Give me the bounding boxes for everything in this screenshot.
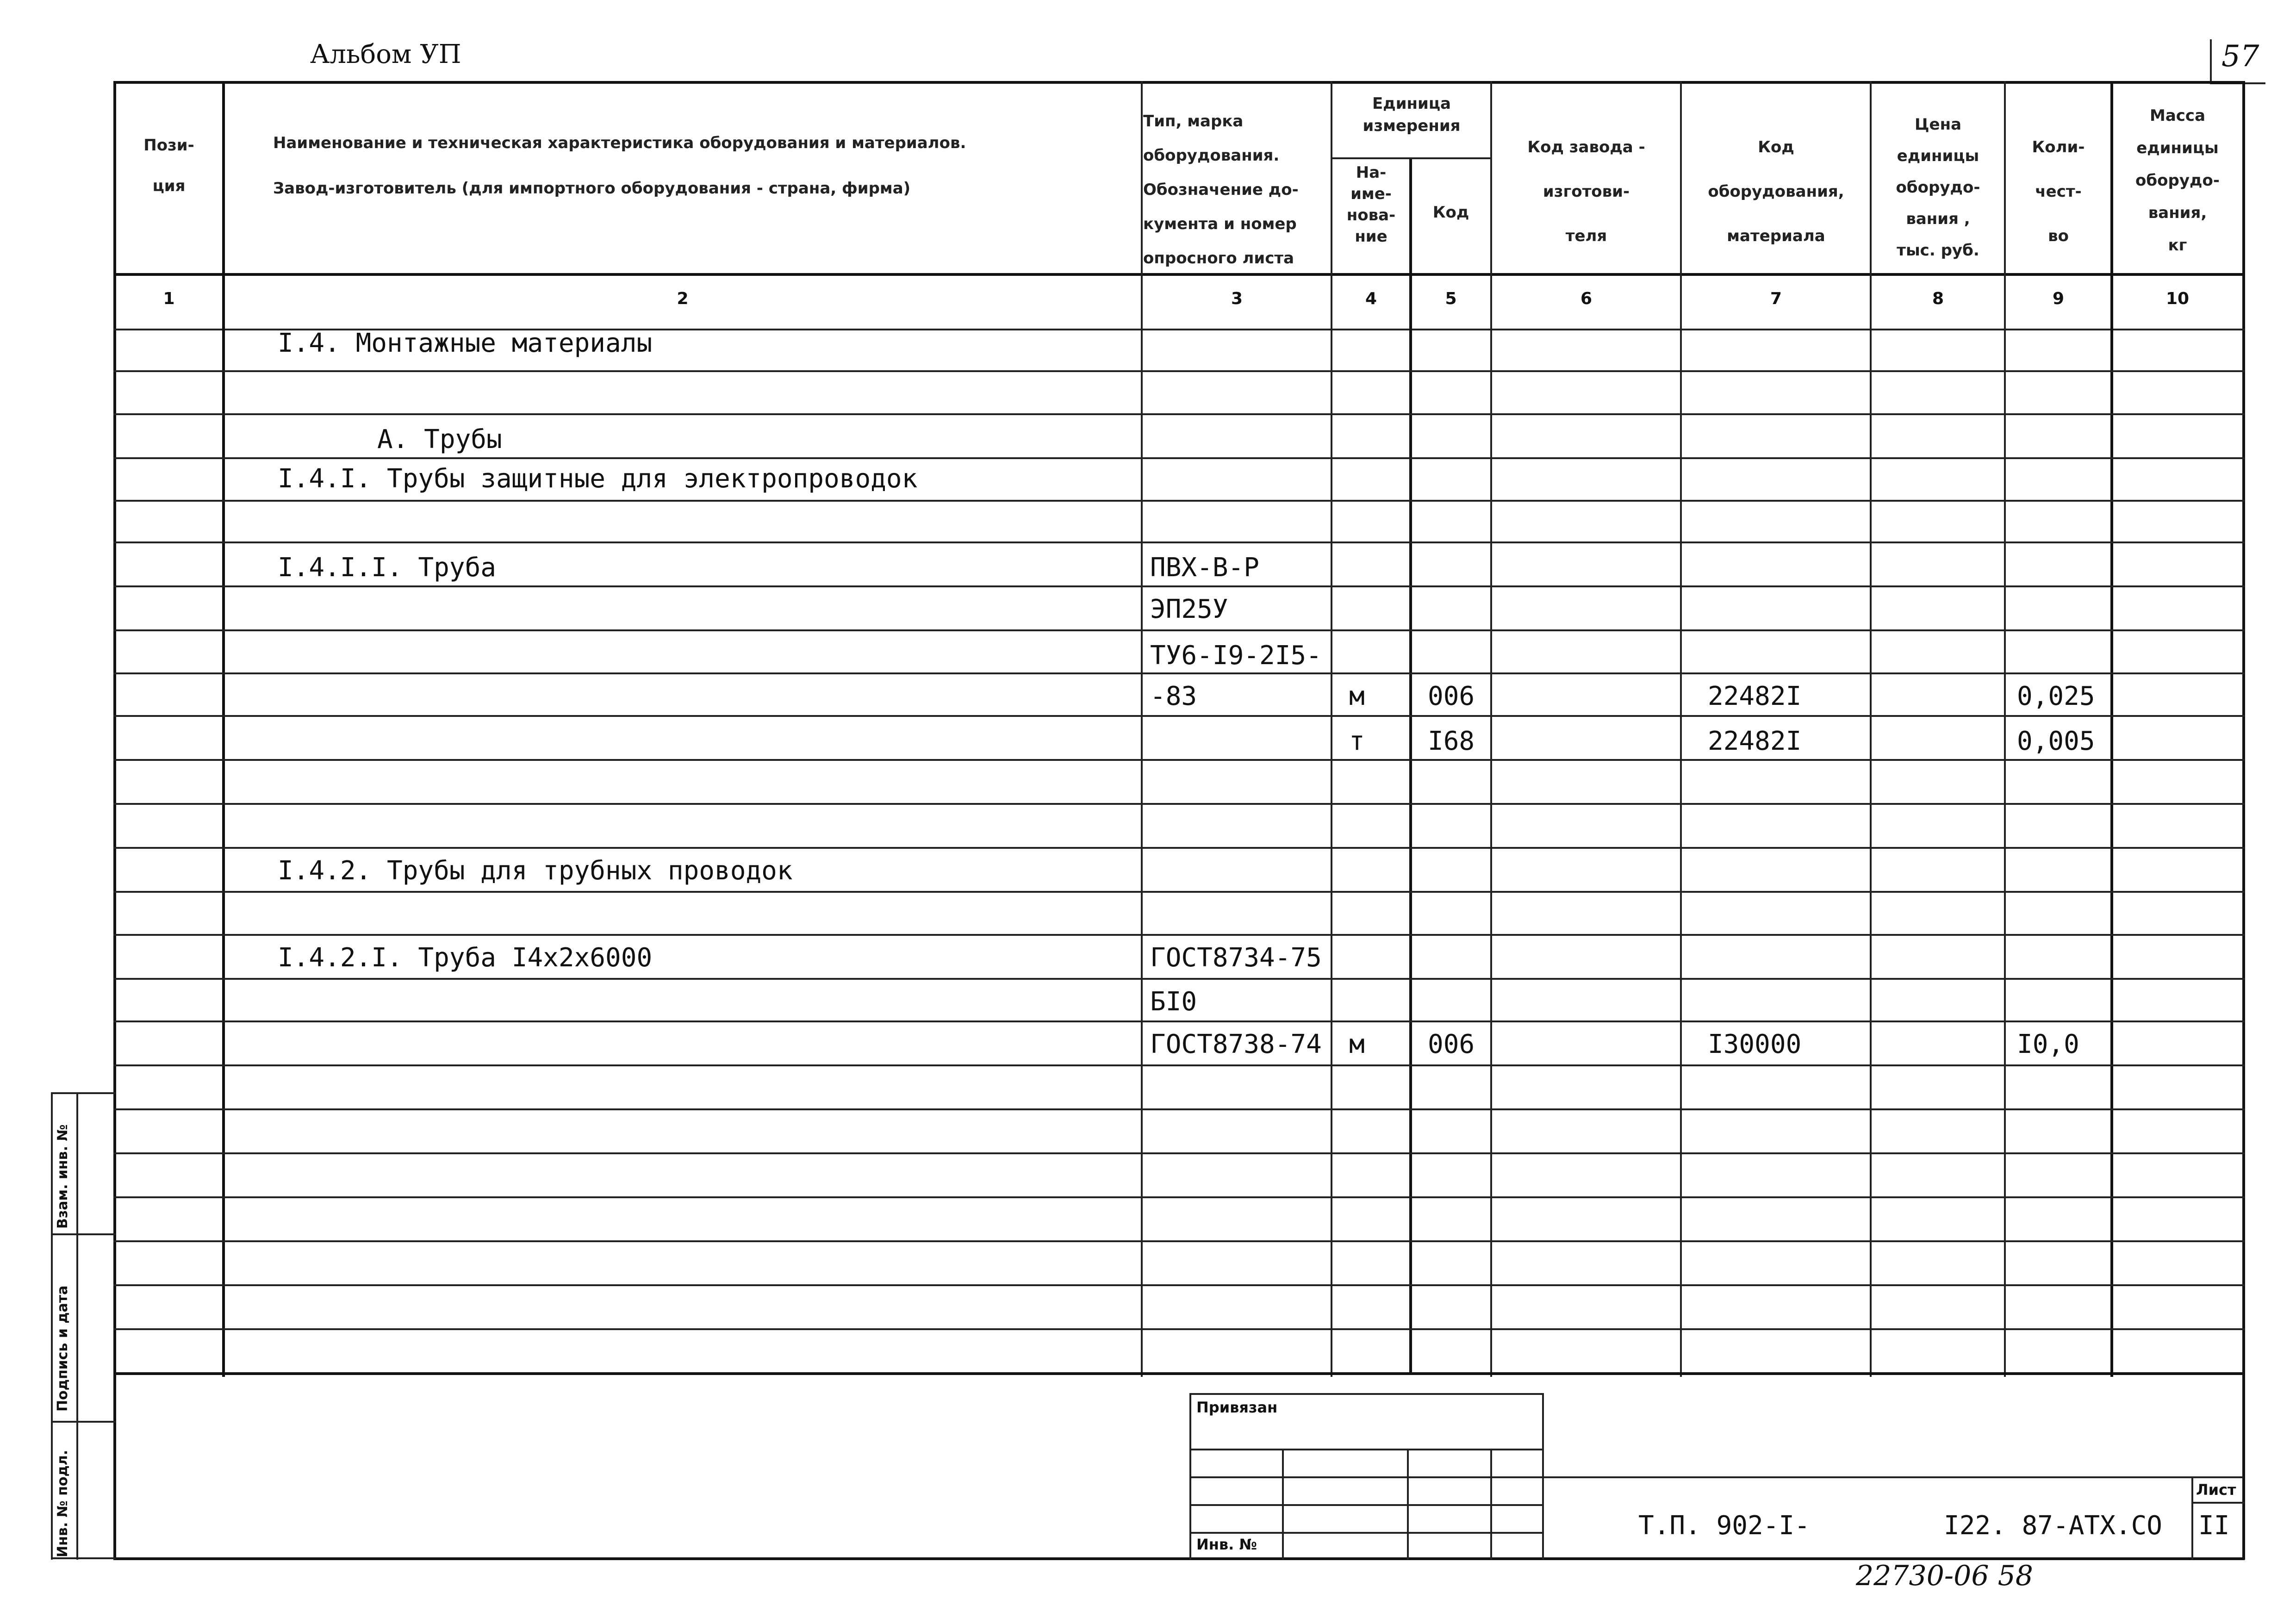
side-strip-bottom: [51, 1557, 116, 1559]
col-line-6: [1680, 81, 1682, 1377]
row-unit: т: [1349, 726, 1365, 756]
side-strip-mid: [76, 1092, 78, 1560]
header-col5: Код: [1432, 203, 1469, 222]
stamp-inv-no: Инв. №: [1196, 1536, 1257, 1553]
row-line: [113, 500, 2245, 502]
header-col3: Тип, марка оборудования. Обозначение до- кумента и номер опросного листа: [1143, 112, 1299, 268]
titleblock-top: [1542, 1476, 2243, 1478]
row-line: [113, 803, 2245, 805]
row-line: [113, 1240, 2245, 1242]
colnum-9: 9: [2052, 289, 2065, 308]
side-label-podpis: Подпись и дата: [55, 1285, 71, 1412]
row-line: [113, 1284, 2245, 1286]
row-quantity: I0,0: [2017, 1029, 2079, 1059]
header-col9: Коли- чест- во: [2032, 138, 2085, 245]
frame-right: [2242, 81, 2245, 1560]
row-line: [113, 541, 2245, 543]
designation-left: Т.П. 902-I-: [1638, 1511, 1810, 1541]
colnum-6: 6: [1580, 289, 1593, 308]
row-name: I.4.2. Трубы для трубных проводок: [278, 856, 793, 886]
row-type: ТУ6-I9-2I5-: [1150, 641, 1322, 671]
row-line: [113, 1020, 2245, 1022]
stamp-v-2: [1407, 1449, 1409, 1560]
row-line: [113, 759, 2245, 761]
stamp-privyazan: Привязан: [1196, 1399, 1278, 1416]
page-number-bracket: [2210, 39, 2212, 83]
col-line-4: [1409, 157, 1412, 1372]
side-label-inv-podl: Инв. № подл.: [55, 1450, 71, 1557]
colnum-1: 1: [163, 289, 175, 308]
stamp-v-3: [1490, 1449, 1492, 1560]
header-col6: Код завода - изготови- теля: [1527, 138, 1645, 245]
row-name: I.4.2.I. Труба I4х2х6000: [278, 943, 653, 973]
sheet-number: II: [2198, 1511, 2230, 1541]
row-unit-code: I68: [1428, 726, 1475, 756]
row-line: [113, 978, 2245, 980]
side-strip-top: [51, 1092, 116, 1094]
stamp-v-1: [1282, 1449, 1284, 1560]
colnum-3: 3: [1231, 289, 1243, 308]
row-line: [113, 1064, 2245, 1066]
side-strip-div2: [51, 1421, 116, 1423]
row-material-code: 22482I: [1708, 681, 1802, 711]
header-col2: Наименование и техническая характеристика оборудования и материалов. Завод-изготовитель (для импортного оборудования - страна, фирма): [273, 134, 966, 198]
header-unit: Единица измерения: [1363, 94, 1461, 135]
row-unit-code: 006: [1428, 681, 1475, 711]
table-bottom-line: [113, 1372, 2245, 1375]
row-line: [113, 1328, 2245, 1330]
col-line-8: [2004, 81, 2006, 1377]
colnum-8: 8: [1932, 289, 1944, 308]
row-line: [113, 934, 2245, 936]
album-title: Альбом УП: [310, 39, 461, 69]
row-line: [113, 891, 2245, 893]
row-type: ПВХ-В-Р: [1150, 553, 1260, 583]
col-line-7: [1870, 81, 1872, 1377]
row-line: [113, 457, 2245, 459]
titleblock-sheet-left: [2191, 1476, 2193, 1560]
footer-note: 22730-06 58: [1856, 1560, 2033, 1592]
sheet-label: Лист: [2196, 1481, 2236, 1499]
side-label-vzam: Взам. инв. №: [55, 1124, 71, 1229]
row-line: [113, 585, 2245, 587]
row-line: [113, 1152, 2245, 1154]
row-line: [113, 1196, 2245, 1198]
row-material-code: 22482I: [1708, 726, 1802, 756]
row-name: I.4.I. Трубы защитные для электропроводок: [278, 464, 918, 494]
row-type: ГОСТ8734-75: [1150, 943, 1322, 973]
unit-subheader-line: [1331, 157, 1490, 159]
col-line-2: [1141, 81, 1143, 1377]
header-col7: Код оборудования, материала: [1708, 138, 1844, 245]
row-line: [113, 672, 2245, 674]
row-line: [113, 1108, 2245, 1110]
row-unit: м: [1349, 681, 1365, 711]
col-line-5: [1490, 81, 1492, 1377]
row-name: А. Трубы: [377, 424, 502, 454]
row-name: I.4. Монтажные материалы: [278, 328, 653, 358]
side-strip-left: [51, 1092, 53, 1560]
colnum-10: 10: [2165, 289, 2190, 308]
row-unit-code: 006: [1428, 1029, 1475, 1059]
header-col4: На- име- нова- ние: [1346, 163, 1396, 246]
header-col8: Цена единицы оборудо- вания , тыс. руб.: [1896, 115, 1980, 260]
colnum-7: 7: [1770, 289, 1782, 308]
designation-right: I22. 87-АТХ.СО: [1944, 1511, 2163, 1541]
frame-top: [113, 81, 2245, 84]
row-type: ГОСТ8738-74: [1150, 1029, 1322, 1059]
row-unit: м: [1349, 1029, 1365, 1059]
row-line: [113, 715, 2245, 717]
col-line-9: [2110, 81, 2113, 1377]
header-col1: Пози- ция: [143, 136, 194, 195]
stamp-top: [1189, 1393, 1543, 1395]
colnum-2: 2: [677, 289, 689, 308]
page-number: 57: [2221, 39, 2259, 74]
row-line: [113, 847, 2245, 849]
side-strip-div1: [51, 1233, 116, 1235]
row-line: [113, 413, 2245, 415]
col-line-1: [222, 81, 225, 1377]
row-quantity: 0,025: [2017, 681, 2095, 711]
row-quantity: 0,005: [2017, 726, 2095, 756]
row-name: I.4.I.I. Труба: [278, 553, 497, 583]
row-material-code: I30000: [1708, 1029, 1802, 1059]
row-type: БI0: [1150, 987, 1197, 1017]
row-type: ЭП25У: [1150, 594, 1228, 624]
titleblock-sheet-div: [2191, 1502, 2245, 1504]
header-col10: Масса единицы оборудо- вания, кг: [2135, 106, 2220, 255]
row-line: [113, 629, 2245, 631]
colnum-4: 4: [1365, 289, 1377, 308]
row-line: [113, 370, 2245, 372]
colnum-5: 5: [1445, 289, 1457, 308]
col-line-3: [1331, 81, 1332, 1377]
row-type: -83: [1150, 681, 1197, 711]
